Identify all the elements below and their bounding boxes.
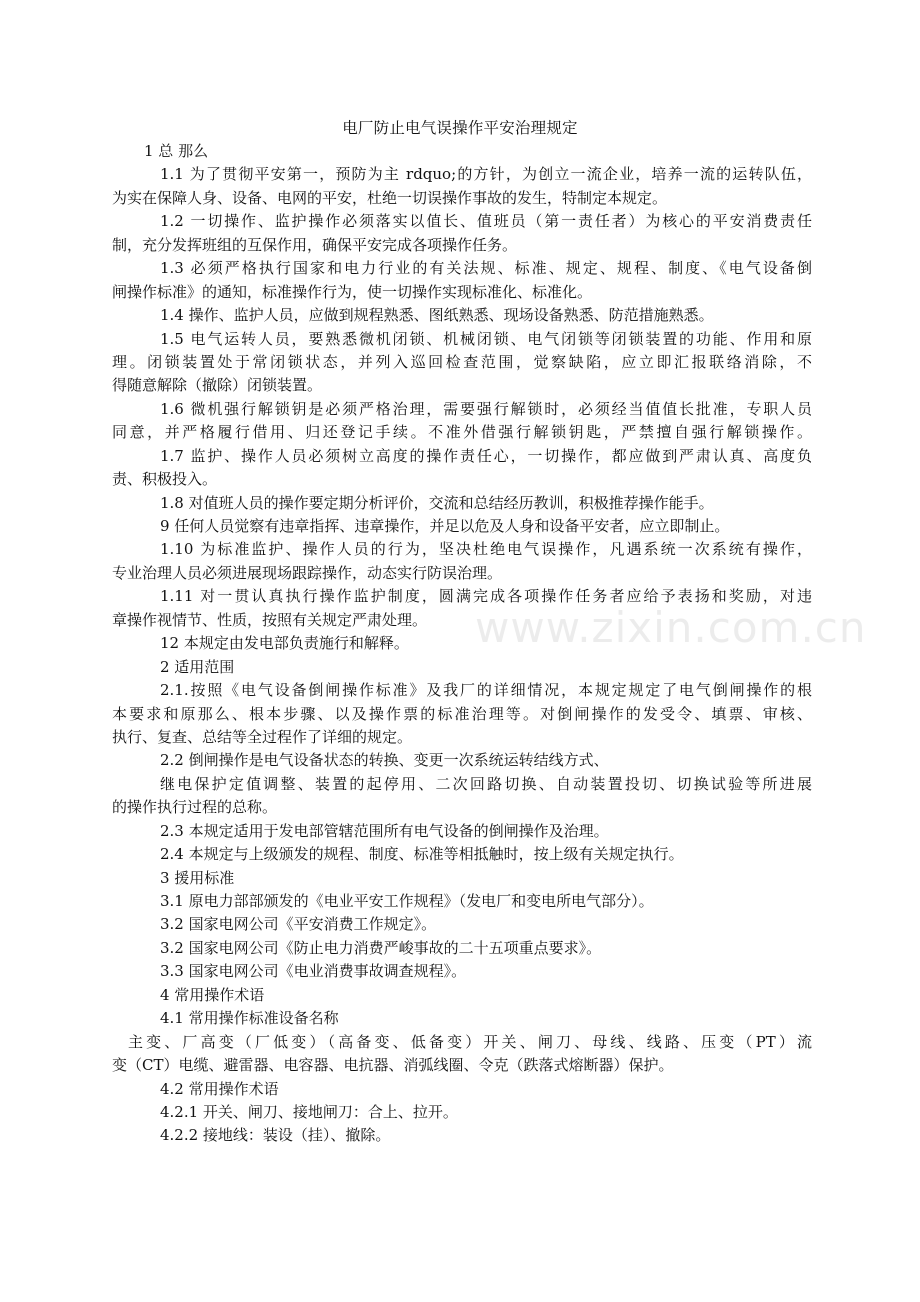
document-body (112, 140, 812, 1148)
paragraph-line: 闸操作标准》的通知，标准操作行为，使一切操作实现标准化、标准化。 (112, 282, 593, 301)
paragraph-line: 3.2 国家电网公司《平安消费工作规定》。 (160, 915, 437, 934)
paragraph-line: 1.1 为了贯彻平安第一，预防为主 rdquo;的方针，为创立一流企业，培养一流的运转队伍， (160, 165, 812, 184)
paragraph-line: 2.3 本规定适用于发电部管辖范围所有电气设备的倒闸操作及治理。 (160, 821, 609, 840)
paragraph-line: 理。闭锁装置处于常闭锁状态，并列入巡回检查范围，觉察缺陷，应立即汇报联络消除，不 (112, 352, 812, 371)
paragraph-line: 章操作视情节、性质，按照有关规定严肃处理。 (112, 610, 428, 629)
paragraph-line: 1.4 操作、监护人员，应做到规程熟悉、图纸熟悉、现场设备熟悉、防范措施熟悉。 (160, 306, 714, 325)
paragraph-line: 制，充分发挥班组的互保作用，确保平安完成各项操作任务。 (112, 235, 518, 254)
paragraph-line: 责、积极投入。 (112, 470, 218, 489)
paragraph-line: 继电保护定值调整、装置的起停用、二次回路切换、自动装置投切、切换试验等所进展 (160, 774, 812, 793)
paragraph-line: 3.1 原电力部部颁发的《电业平安工作规程》（发电厂和变电所电气部分）。 (160, 892, 654, 910)
paragraph-line: 1.5 电气运转人员，要熟悉微机闭锁、机械闭锁、电气闭锁等闭锁装置的功能、作用和原 (160, 329, 812, 348)
paragraph-line: 4.2.1 开关、闸刀、接地闸刀：合上、拉开。 (160, 1102, 458, 1121)
paragraph-line: 1.2 一切操作、监护操作必须落实以值长、值班员（第一责任者）为核心的平安消费责任 (160, 212, 812, 231)
paragraph-line: 1.6 微机强行解锁钥是必须严格治理，需要强行解锁时，必须经当值值长批准，专职人员 (160, 399, 812, 418)
paragraph-line: 本要求和原那么、根本步骤、以及操作票的标准治理等。对倒闸操作的发受令、填票、审核、 (112, 704, 812, 723)
paragraph-line: 1.8 对值班人员的操作要定期分析评价，交流和总结经历教训，积极推荐操作能手。 (160, 493, 714, 512)
watermark-text: www.zixin.com.cn (475, 603, 867, 652)
paragraph-line: 1.3 必须严格执行国家和电力行业的有关法规、标准、规定、规程、制度、《电气设备倒 (160, 259, 812, 278)
paragraph-line: 4.2 常用操作术语 (160, 1079, 279, 1098)
paragraph-line: 同意，并严格履行借用、归还登记手续。不准外借强行解锁钥匙，严禁擅自强行解锁操作。 (112, 423, 812, 442)
paragraph-line: 得随意解除（撤除）闭锁装置。 (112, 376, 323, 395)
paragraph-line: 2.1.按照《电气设备倒闸操作标准》及我厂的详细情况，本规定规定了电气倒闸操作的根 (160, 681, 812, 700)
paragraph-line: 专业治理人员必须进展现场跟踪操作，动态实行防误治理。 (112, 563, 503, 582)
paragraph-line: 3.3 国家电网公司《电业消费事故调查规程》。 (160, 962, 467, 981)
section-heading-3: 3 援用标准 (160, 868, 235, 887)
paragraph-line: 1.10 为标准监护、操作人员的行为，坚决杜绝电气误操作，凡遇系统一次系统有操作， (160, 540, 812, 559)
paragraph-line: 9 任何人员觉察有违章指挥、违章操作，并足以危及人身和设备平安者，应立即制止。 (160, 517, 730, 535)
paragraph-line: 12 本规定由发电部负责施行和解释。 (160, 634, 409, 653)
paragraph-line: 执行、复查、总结等全过程作了详细的规定。 (112, 727, 413, 746)
section-heading-4: 4 常用操作术语 (160, 985, 265, 1004)
paragraph-line: 3.2 国家电网公司《防止电力消费严峻事故的二十五项重点要求》。 (160, 938, 602, 957)
paragraph-line: 的操作执行过程的总称。 (112, 798, 278, 817)
section-heading-1: 1 总 那么 (144, 142, 209, 160)
paragraph-line: 1.11 对一贯认真执行操作监护制度，圆满完成各项操作任务者应给予表扬和奖励，对违 (160, 587, 812, 606)
paragraph-line: 2.4 本规定与上级颁发的规程、制度、标准等相抵触时，按上级有关规定执行。 (160, 845, 684, 864)
section-heading-2: 2 适用范围 (160, 657, 235, 676)
paragraph-line: 变（CT）电缆、避雷器、电容器、电抗器、消弧线圈、令克（跌落式熔断器）保护。 (112, 1056, 674, 1075)
paragraph-line: 主变、厂高变（厂低变）（高备变、低备变）开关、闸刀、母线、线路、压变（PT）流 (128, 1032, 812, 1051)
paragraph-line: 1.7 监护、操作人员必须树立高度的操作责任心，一切操作，都应做到严肃认真、高度负 (160, 446, 812, 465)
paragraph-line: 4.2.2 接地线：装设（挂）、撤除。 (160, 1126, 391, 1145)
paragraph-line: 4.1 常用操作标准设备名称 (160, 1009, 339, 1028)
document-title: 电厂防止电气误操作平安治理规定 (342, 119, 578, 137)
paragraph-line: 2.2 倒闸操作是电气设备状态的转换、变更一次系统运转结线方式、 (160, 751, 609, 770)
paragraph-line: 为实在保障人身、设备、电网的平安，杜绝一切误操作事故的发生，特制定本规定。 (112, 188, 668, 207)
